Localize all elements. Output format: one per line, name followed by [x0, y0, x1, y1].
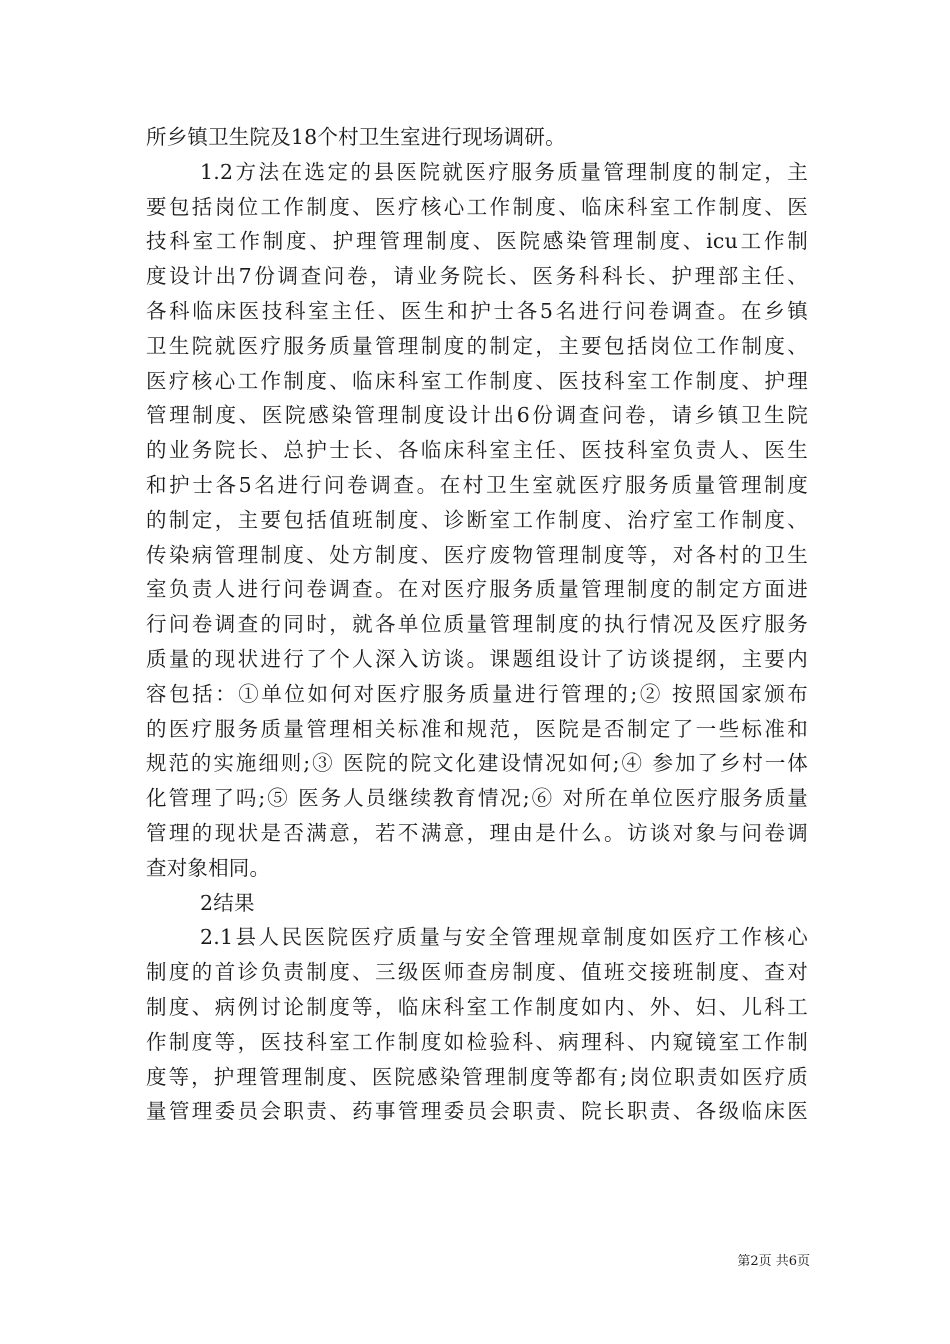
- text-line: 各科临床医技科室主任、医生和护士各5名进行问卷调查。在乡镇: [146, 298, 808, 323]
- text-line: 和护士各5名进行问卷调查。在村卫生室就医疗服务质量管理制度: [146, 472, 808, 497]
- text-line: 规范的实施细则;③ 医院的院文化建设情况如何;④ 参加了乡村一体: [146, 751, 808, 776]
- text-line: 室负责人进行问卷调查。在对医疗服务质量管理制度的制定方面进: [146, 577, 808, 602]
- text-line: 容包括：①单位如何对医疗服务质量进行管理的;② 按照国家颁布: [146, 681, 808, 706]
- text-line: 卫生院就医疗服务质量管理制度的制定，主要包括岗位工作制度、: [146, 333, 808, 358]
- text-line: 技科室工作制度、护理管理制度、医院感染管理制度、icu工作制: [146, 229, 808, 254]
- text-line: 查对象相同。: [146, 855, 271, 880]
- document-body: [146, 120, 808, 1129]
- text-line: 化管理了吗;⑤ 医务人员继续教育情况;⑥ 对所在单位医疗服务质量: [146, 786, 808, 811]
- text-line: 的医疗服务质量管理相关标准和规范，医院是否制定了一些标准和: [146, 716, 808, 741]
- text-line: 的制定，主要包括值班制度、诊断室工作制度、治疗室工作制度、: [146, 507, 808, 532]
- text-line: 作制度等，医技科室工作制度如检验科、病理科、内窥镜室工作制: [146, 1029, 808, 1054]
- page-number-footer: 第2页 共6页: [737, 1254, 810, 1269]
- text-line: 制度、病例讨论制度等，临床科室工作制度如内、外、妇、儿科工: [146, 994, 808, 1019]
- text-line: 度设计出7份调查问卷，请业务院长、医务科科长、护理部主任、: [146, 264, 808, 289]
- text-line: 度等，护理管理制度、医院感染管理制度等都有;岗位职责如医疗质: [146, 1064, 808, 1089]
- text-line: 量管理委员会职责、药事管理委员会职责、院长职责、各级临床医: [146, 1099, 808, 1124]
- text-line: 要包括岗位工作制度、医疗核心工作制度、临床科室工作制度、医: [146, 194, 808, 219]
- text-line: 传染病管理制度、处方制度、医疗废物管理制度等，对各村的卫生: [146, 542, 808, 567]
- text-line: 制度的首诊负责制度、三级医师查房制度、值班交接班制度、查对: [146, 960, 808, 985]
- section-heading: 2结果: [200, 890, 255, 915]
- text-line: 管理制度、医院感染管理制度设计出6份调查问卷，请乡镇卫生院: [146, 403, 808, 428]
- text-line: 所乡镇卫生院及18个村卫生室进行现场调研。: [146, 125, 566, 149]
- text-line: 2.1县人民医院医疗质量与安全管理规章制度如医疗工作核心: [200, 925, 808, 950]
- text-line: 1.2方法在选定的县医院就医疗服务质量管理制度的制定，主: [200, 159, 808, 184]
- text-line: 管理的现状是否满意，若不满意，理由是什么。访谈对象与问卷调: [146, 820, 808, 845]
- text-line: 行问卷调查的同时，就各单位质量管理制度的执行情况及医疗服务: [146, 612, 808, 637]
- text-line: 质量的现状进行了个人深入访谈。课题组设计了访谈提纲，主要内: [146, 646, 808, 671]
- text-line: 医疗核心工作制度、临床科室工作制度、医技科室工作制度、护理: [146, 368, 808, 393]
- text-line: 的业务院长、总护士长、各临床科室主任、医技科室负责人、医生: [146, 438, 808, 463]
